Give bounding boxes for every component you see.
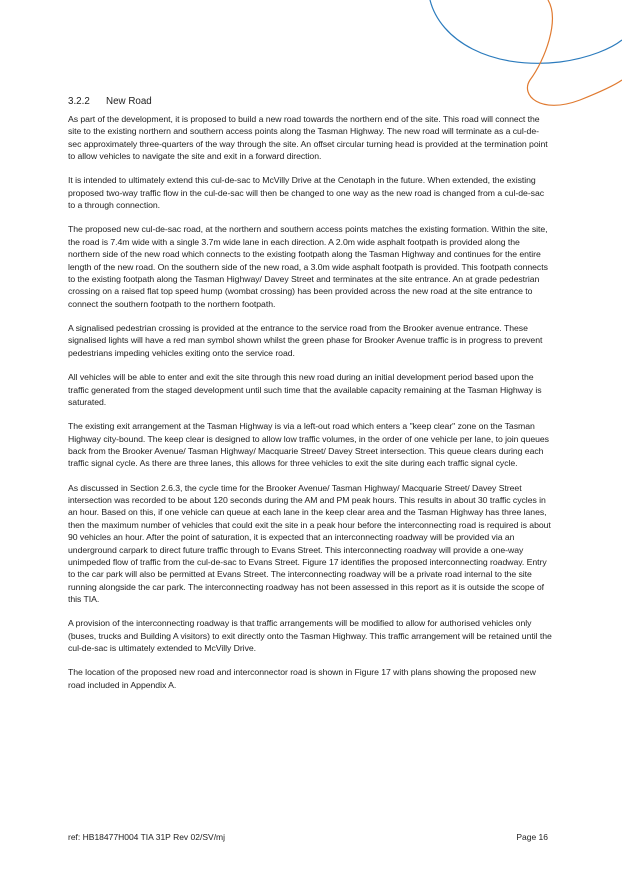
section-title: New Road	[106, 96, 152, 107]
document-body	[68, 95, 552, 703]
paragraph-7: As discussed in Section 2.6.3, the cycle time for the Brooker Avenue/ Tasman Highway/ Macquarie Street/ Davey Street intersection was recorded to be about 120 seconds during the AM and PM peak hours. This results in about 30 traffic cycles in an hour. Based on this, if one vehicle can queue at each lane in the keep clear area and the Tasman Highway has three lanes, then the maximum number of vehicles that could exit the site in a peak hour before the interconnecting road is required is about 90 vehicles an hour. After the point of saturation, it is expected that an interconnecting roadway will be provided via an underground carpark to direct future traffic through to Evans Street. This interconnecting roadway will provide a one-way unimpeded flow of traffic from the cul-de-sac to Evans Street. Figure 17 identifies the proposed interconnecting roadway. Entry to the car park will also be permitted at Evans Street. The interconnecting roadway will be a private road internal to the site running alongside the car park. The interconnecting roadway has not been assessed in this report as it is outside the scope of this TIA.	[68, 482, 551, 605]
paragraph-3: The proposed new cul-de-sac road, at the northern and southern access points matches the existing formation. Within the site, the road is 7.4m wide with a single 3.7m wide lane in each direction. A 2.0m wide asphalt footpath is provided along the northern side of the new road which connects to the existing footpath along the Tasman Highway and continues for the entire length of the new road. On the southern side of the new road, a 3.0m wide asphalt footpath is provided. This footpath connects to the existing footpath along the Tasman Highway/ Davey Street and terminates at the site entrance. An at grade pedestrian crossing on a raised flat top speed hump (wombat crossing) has been provided across the new road at the site entrance to connect the southern footpath to the northern footpath.	[68, 224, 548, 309]
paragraph-8: A provision of the interconnecting roadway is that traffic arrangements will be modified to allow for authorised vehicles only (buses, trucks and Building A visitors) to exit directly onto the Tasman Highway. This traffic arrangement will be retained until the cul-de-sac is ultimately extended to McVilly Drive.	[68, 618, 552, 654]
paragraph-5: All vehicles will be able to enter and exit the site through this new road during an initial development period based upon the traffic generated from the staged development until such time that the available capacity remaining at the Tasman Highway is saturated.	[68, 372, 542, 407]
paragraph-2: It is intended to ultimately extend this cul-de-sac to McVilly Drive at the Cenotaph in the future. When extended, the existing proposed two-way traffic flow in the cul-de-sac will then be changed to one way as the new road is changed from a cul-de-sac to a through connection.	[68, 175, 545, 211]
page-footer	[68, 832, 548, 842]
blue-arc	[430, 0, 622, 63]
page-number: Page 16	[516, 832, 548, 842]
paragraph-4: A signalised pedestrian crossing is provided at the entrance to the service road from the Brooker avenue entrance. These signalised lights will have a red man symbol shown whilst the green phase for Brooker Avenue traffic is in progress to prevent pedestrians impeding vehicles exiting onto the service road.	[68, 323, 543, 358]
paragraph-9: The location of the proposed new road and interconnector road is shown in Figure 17 with plans showing the proposed new road included in Appendix A.	[68, 667, 536, 690]
section-heading	[68, 95, 552, 108]
document-reference: ref: HB18477H004 TIA 31P Rev 02/SV/mj	[68, 832, 226, 842]
orange-arc	[527, 0, 622, 105]
paragraph-1: As part of the development, it is proposed to build a new road towards the northern end of the site. This road will connect the site to the existing northern and southern access points along the Tasman Highway. The new road will terminate as a cul-de-sec approximately three-quarters of the way through the site. An offset circular turning head is provided at the termination point to allow vehicles to navigate the site and exit in a forward direction.	[68, 114, 548, 162]
section-number: 3.2.2	[68, 96, 90, 107]
paragraph-6: The existing exit arrangement at the Tasman Highway is via a left-out road which enters a "keep clear" zone on the Tasman Highway city-bound. The keep clear is designed to allow low traffic volumes, in the order of one vehicle per lane, to join queues back from the Brooker Avenue/ Tasman Highway/ Macquarie Street/ Davey Street intersection. This queue clears during each traffic signal cycle. As there are three lanes, this allows for three vehicles to exit the site during each traffic signal cycle.	[68, 421, 549, 469]
